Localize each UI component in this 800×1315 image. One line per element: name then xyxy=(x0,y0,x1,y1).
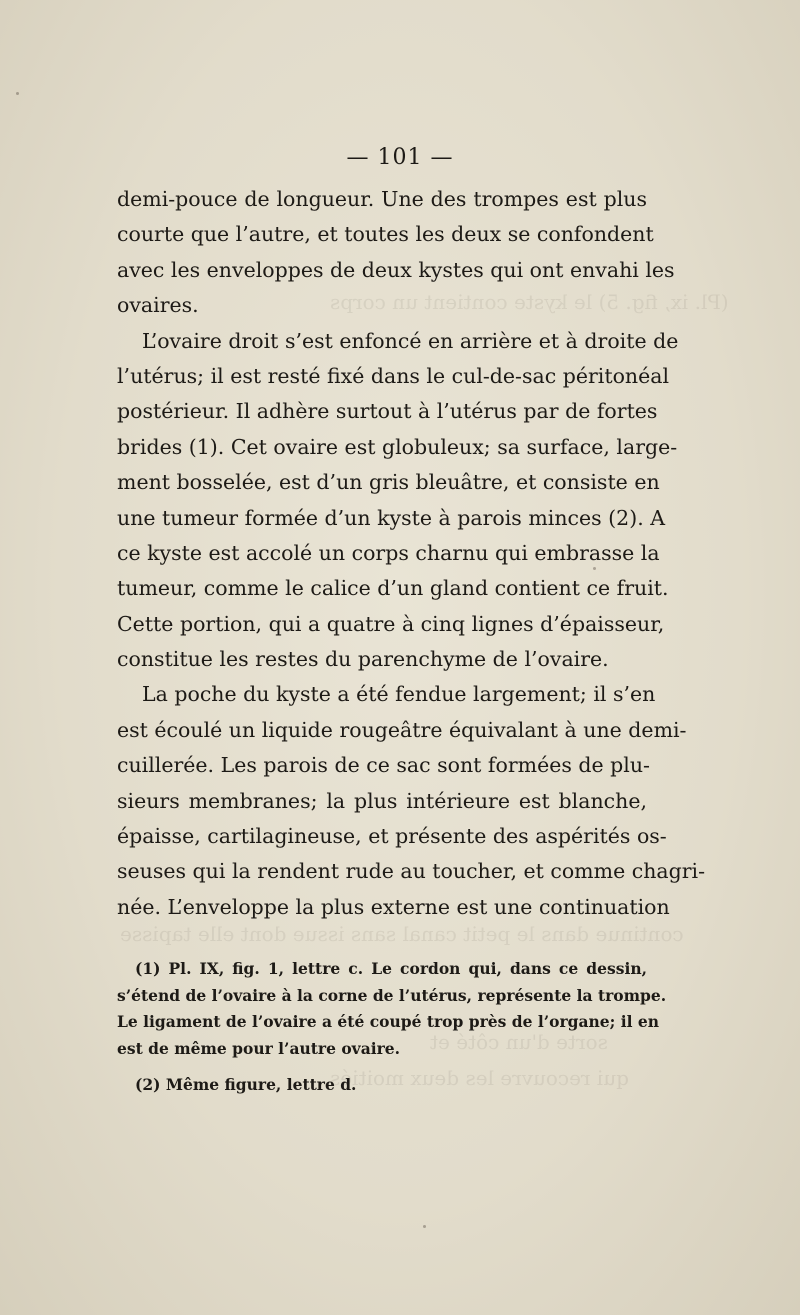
footnote-line: s’étend de l’ovaire à la corne de l’utérus, représente la trompe. xyxy=(117,985,667,1005)
paper-speck xyxy=(423,1225,426,1228)
text-line: Cette portion, qui a quatre à cinq lignes d’épaisseur, xyxy=(117,611,665,636)
body-text xyxy=(117,182,706,925)
text-line: ment bosselée, est d’un gris bleuâtre, et consiste en xyxy=(117,470,660,495)
paper-speck xyxy=(16,92,19,95)
text-line: avec les enveloppes de deux kystes qui ont envahi les xyxy=(117,257,675,282)
page-number: — 101 — xyxy=(346,145,454,170)
footnote-line: est de même pour l’autre ovaire. xyxy=(117,1038,401,1058)
show-through-text: (Pl. ix, fig. 5) le kyste contient un corps xyxy=(330,290,729,314)
text-line: La poche du kyste a été fendue largement; il s’en xyxy=(142,682,656,707)
footnotes xyxy=(117,956,667,1099)
text-line: seuses qui la rendent rude au toucher, et comme chagri- xyxy=(117,859,706,884)
text-line: postérieur. Il adhère surtout à l’utérus par de fortes xyxy=(117,399,658,424)
show-through-text: qui recouvre les deux moitiés xyxy=(330,1066,629,1090)
text-line: courte que l’autre, et toutes les deux se confondent xyxy=(117,222,654,247)
text-line: sieurs membranes; la plus intérieure est blanche, xyxy=(117,788,647,813)
text-line: une tumeur formée d’un kyste à parois minces (2). A xyxy=(117,505,666,530)
text-line: ce kyste est accolé un corps charnu qui embrasse la xyxy=(117,540,660,565)
text-line: épaisse, cartilagineuse, et présente des aspérités os- xyxy=(117,824,667,849)
footnote-line: (1) Pl. IX, fig. 1, lettre c. Le cordon qui, dans ce dessin, xyxy=(135,959,647,978)
text-line: cuillerée. Les parois de ce sac sont formées de plu- xyxy=(117,753,650,778)
text-line: ovaires. xyxy=(117,293,199,318)
text-line: brides (1). Cet ovaire est globuleux; sa surface, large- xyxy=(117,434,678,459)
text-line: demi-pouce de longueur. Une des trompes est plus xyxy=(117,187,647,211)
show-through-text: sorte d'un côté et xyxy=(430,1030,608,1054)
show-through-text: continue dans le petit canal sans issue dont elle tapisse xyxy=(120,922,684,946)
text-line: est écoulé un liquide rougeâtre équivalant à une demi- xyxy=(117,717,687,742)
footnote-line: Le ligament de l’ovaire a été coupé trop près de l’organe; il en xyxy=(117,1012,660,1031)
text-line: l’utérus; il est resté fixé dans le cul-de-sac péritonéal xyxy=(117,363,670,388)
text-line: née. L’enveloppe la plus externe est une continuation xyxy=(117,894,670,919)
text-line: constitue les restes du parenchyme de l’ovaire. xyxy=(117,647,609,672)
text-line: tumeur, comme le calice d’un gland contient ce fruit. xyxy=(117,576,669,601)
footnote-line: (2) Même figure, lettre d. xyxy=(135,1075,357,1094)
text-line: L’ovaire droit s’est enfoncé en arrière et à droite de xyxy=(142,328,679,353)
